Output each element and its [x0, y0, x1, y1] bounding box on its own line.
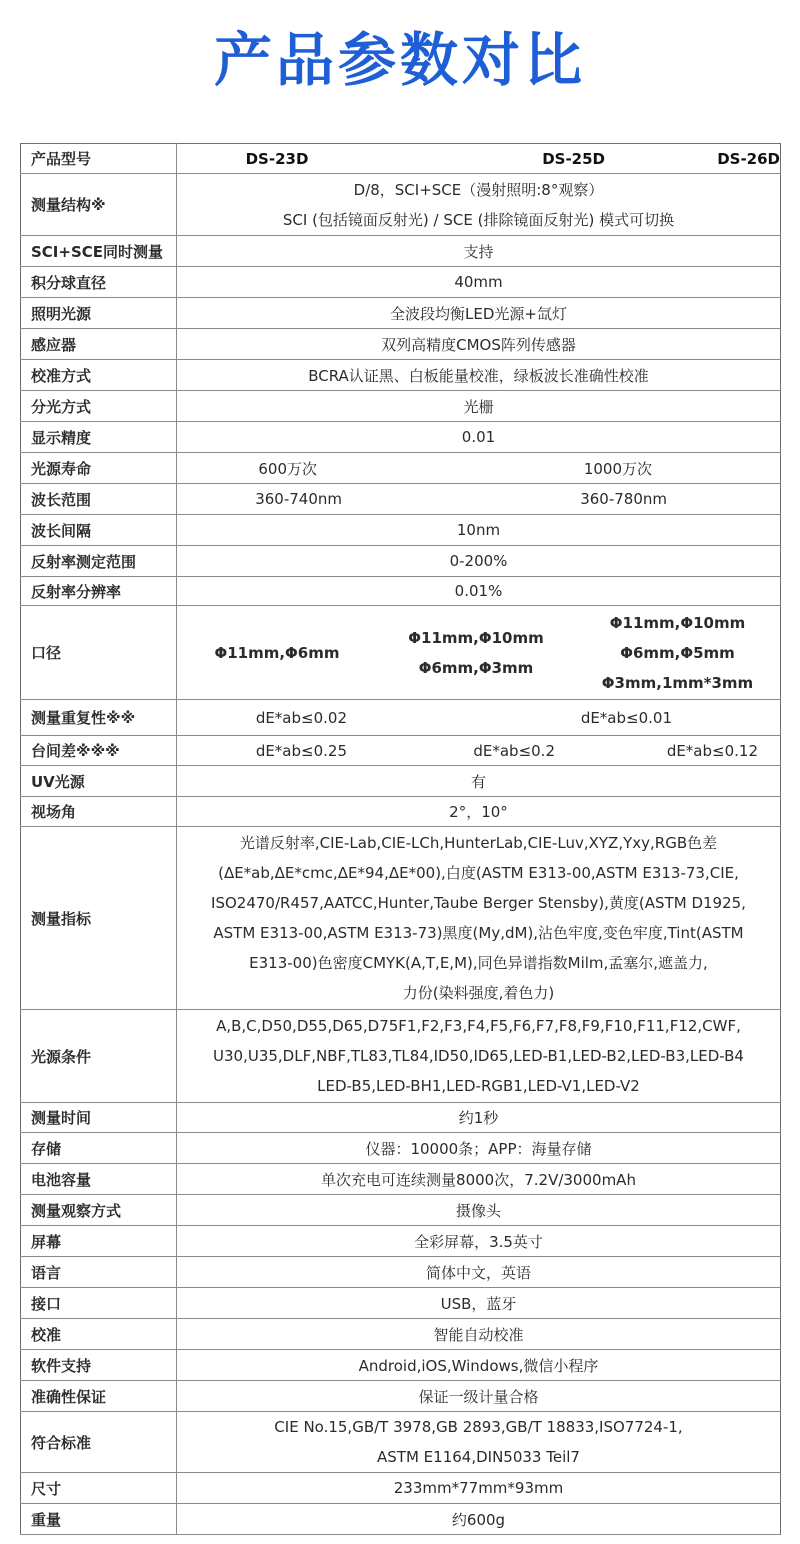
table-row: [21, 797, 781, 827]
row-label: 光源条件: [21, 1010, 177, 1103]
row-value: [177, 606, 781, 700]
row-label: 显示精度: [21, 422, 177, 453]
row-value: 233mm*77mm*93mm: [177, 1473, 781, 1504]
row-label: 屏幕: [21, 1226, 177, 1257]
row-label: 符合标准: [21, 1412, 177, 1473]
row-label: 口径: [21, 606, 177, 700]
row-label: 准确性保证: [21, 1381, 177, 1412]
row-value: 光栅: [177, 391, 781, 422]
row-label: 校准方式: [21, 360, 177, 391]
row-value: 40mm: [177, 267, 781, 298]
row-label: 波长范围: [21, 484, 177, 515]
value-line: D/8，SCI+SCE（漫射照明:8°观察）: [353, 180, 604, 199]
row-label: 校准: [21, 1319, 177, 1350]
aperture-col: [177, 638, 377, 668]
table-row: [21, 1412, 781, 1473]
row-value: 0.01: [177, 422, 781, 453]
table-row: [21, 1103, 781, 1133]
aperture-col: [575, 608, 780, 698]
value-line: A,B,C,D50,D55,D65,D75F1,F2,F3,F4,F5,F6,F7,F8,F9,F10,F11,F12,CWF,: [216, 1017, 741, 1035]
table-row: [21, 546, 781, 577]
table-row: [21, 236, 781, 267]
table-row: [21, 1319, 781, 1350]
row-value: 智能自动校准: [177, 1319, 781, 1350]
table-row: [21, 1133, 781, 1164]
row-label: 测量观察方式: [21, 1195, 177, 1226]
row-value: [177, 453, 781, 484]
row-label: 反射率测定范围: [21, 546, 177, 577]
value-cell: dE*ab≤0.12: [666, 741, 758, 760]
value-line: LED-B5,LED-BH1,LED-RGB1,LED-V1,LED-V2: [317, 1077, 640, 1095]
row-value: 0.01%: [177, 577, 781, 606]
row-label: 产品型号: [21, 144, 177, 174]
table-row: [21, 174, 781, 236]
table-row: [21, 484, 781, 515]
row-value: 全波段均衡LED光源+氙灯: [177, 298, 781, 329]
table-row: [21, 360, 781, 391]
table-row: [21, 515, 781, 546]
row-value: [177, 700, 781, 736]
row-value: [177, 1010, 781, 1103]
row-label: 尺寸: [21, 1473, 177, 1504]
row-value: [177, 1412, 781, 1473]
value-line: Φ11mm,Φ10mm: [408, 628, 544, 647]
row-value: 单次充电可连续测量8000次，7.2V/3000mAh: [177, 1164, 781, 1195]
value-line: Φ6mm,Φ5mm: [620, 643, 735, 662]
row-value: 简体中文，英语: [177, 1257, 781, 1288]
row-value: 保证一级计量合格: [177, 1381, 781, 1412]
value-cell: 1000万次: [583, 459, 652, 478]
value-line: ASTM E1164,DIN5033 Teil7: [377, 1448, 580, 1466]
table-row: [21, 1226, 781, 1257]
row-label: 光源寿命: [21, 453, 177, 484]
value-line: Φ6mm,Φ3mm: [418, 658, 534, 677]
table-row: [21, 1504, 781, 1535]
row-label: SCI+SCE同时测量: [21, 236, 177, 267]
row-value: 约600g: [177, 1504, 781, 1535]
value-line: CIE No.15,GB/T 3978,GB 2893,GB/T 18833,ISO7724-1,: [274, 1418, 683, 1436]
row-value: 双列高精度CMOS阵列传感器: [177, 329, 781, 360]
model-name: DS-26D: [717, 149, 780, 168]
row-value: 摄像头: [177, 1195, 781, 1226]
value-line: Φ11mm,Φ10mm: [609, 613, 746, 632]
row-label: 波长间隔: [21, 515, 177, 546]
row-value: [177, 174, 781, 236]
row-label: 照明光源: [21, 298, 177, 329]
table-row: [21, 1164, 781, 1195]
value-line: Φ3mm,1mm*3mm: [601, 673, 754, 692]
row-value: 仪器：10000条；APP：海量存储: [177, 1133, 781, 1164]
value-cell: dE*ab≤0.01: [580, 708, 672, 727]
value-line: 力份(染料强度,着色力): [402, 984, 555, 1002]
row-value: 10nm: [177, 515, 781, 546]
table-row: [21, 1381, 781, 1412]
table-row: [21, 577, 781, 606]
table-row: [21, 1288, 781, 1319]
table-row: [21, 144, 781, 174]
row-label: UV光源: [21, 766, 177, 797]
model-name: DS-25D: [542, 149, 605, 168]
value-line: SCI (包括镜面反射光) / SCE (排除镜面反射光) 模式可切换: [282, 210, 675, 229]
value-cell: 360-740nm: [255, 490, 342, 508]
row-label: 感应器: [21, 329, 177, 360]
row-label: 测量时间: [21, 1103, 177, 1133]
table-row: [21, 606, 781, 700]
row-value: 约1秒: [177, 1103, 781, 1133]
row-value: USB，蓝牙: [177, 1288, 781, 1319]
row-label: 测量重复性※※: [21, 700, 177, 736]
row-label: 语言: [21, 1257, 177, 1288]
model-name: DS-23D: [245, 149, 309, 168]
row-label: 积分球直径: [21, 267, 177, 298]
value-cell: dE*ab≤0.2: [473, 741, 555, 760]
spec-comparison-table: [20, 143, 781, 1535]
row-value: BCRA认证黑、白板能量校准，绿板波长准确性校准: [177, 360, 781, 391]
table-row: [21, 267, 781, 298]
value-line: E313-00)色密度CMYK(A,T,E,M),同色异谱指数Milm,孟塞尔,遮盖力,: [249, 954, 708, 972]
value-line: ISO2470/R457,AATCC,Hunter,Taube Berger Stensby),黄度(ASTM D1925,: [211, 894, 746, 912]
row-value: [177, 827, 781, 1010]
row-label: 重量: [21, 1504, 177, 1535]
row-label: 存储: [21, 1133, 177, 1164]
row-label: 电池容量: [21, 1164, 177, 1195]
value-line: Φ11mm,Φ6mm: [214, 643, 340, 662]
row-label: 视场角: [21, 797, 177, 827]
row-value: 全彩屏幕，3.5英寸: [177, 1226, 781, 1257]
model-header-cell: [177, 144, 781, 174]
value-cell: 600万次: [258, 459, 317, 478]
row-value: 支持: [177, 236, 781, 267]
row-value: 有: [177, 766, 781, 797]
row-value: [177, 484, 781, 515]
table-row: [21, 1195, 781, 1226]
table-row: [21, 298, 781, 329]
value-cell: 360-780nm: [580, 490, 667, 508]
row-label: 分光方式: [21, 391, 177, 422]
row-label: 台间差※※※: [21, 736, 177, 766]
table-row: [21, 700, 781, 736]
value-line: ASTM E313-00,ASTM E313-73)黑度(My,dM),沾色牢度,变色牢度,Tint(ASTM: [213, 924, 744, 942]
row-value: Android,iOS,Windows,微信小程序: [177, 1350, 781, 1381]
value-cell: dE*ab≤0.02: [255, 708, 347, 727]
value-line: 光谱反射率,CIE-Lab,CIE-LCh,HunterLab,CIE-Luv,XYZ,Yxy,RGB色差: [239, 834, 718, 852]
table-row: [21, 453, 781, 484]
row-label: 测量结构※: [21, 174, 177, 236]
page-title: 产品参数对比: [213, 26, 586, 94]
row-value: 0-200%: [177, 546, 781, 577]
table-row: [21, 1473, 781, 1504]
table-row: [21, 1010, 781, 1103]
table-row: [21, 736, 781, 766]
table-row: [21, 1257, 781, 1288]
row-label: 接口: [21, 1288, 177, 1319]
value-line: (ΔE*ab,ΔE*cmc,ΔE*94,ΔE*00),白度(ASTM E313-00,ASTM E313-73,CIE,: [218, 864, 739, 882]
table-row: [21, 422, 781, 453]
table-row: [21, 391, 781, 422]
value-line: U30,U35,DLF,NBF,TL83,TL84,ID50,ID65,LED-B1,LED-B2,LED-B3,LED-B4: [213, 1047, 744, 1065]
value-cell: dE*ab≤0.25: [255, 741, 347, 760]
row-label: 测量指标: [21, 827, 177, 1010]
row-label: 软件支持: [21, 1350, 177, 1381]
table-row: [21, 1350, 781, 1381]
table-row: [21, 827, 781, 1010]
aperture-col: [377, 623, 575, 683]
row-value: 2°，10°: [177, 797, 781, 827]
row-value: [177, 736, 781, 766]
table-row: [21, 766, 781, 797]
table-row: [21, 329, 781, 360]
row-label: 反射率分辨率: [21, 577, 177, 606]
